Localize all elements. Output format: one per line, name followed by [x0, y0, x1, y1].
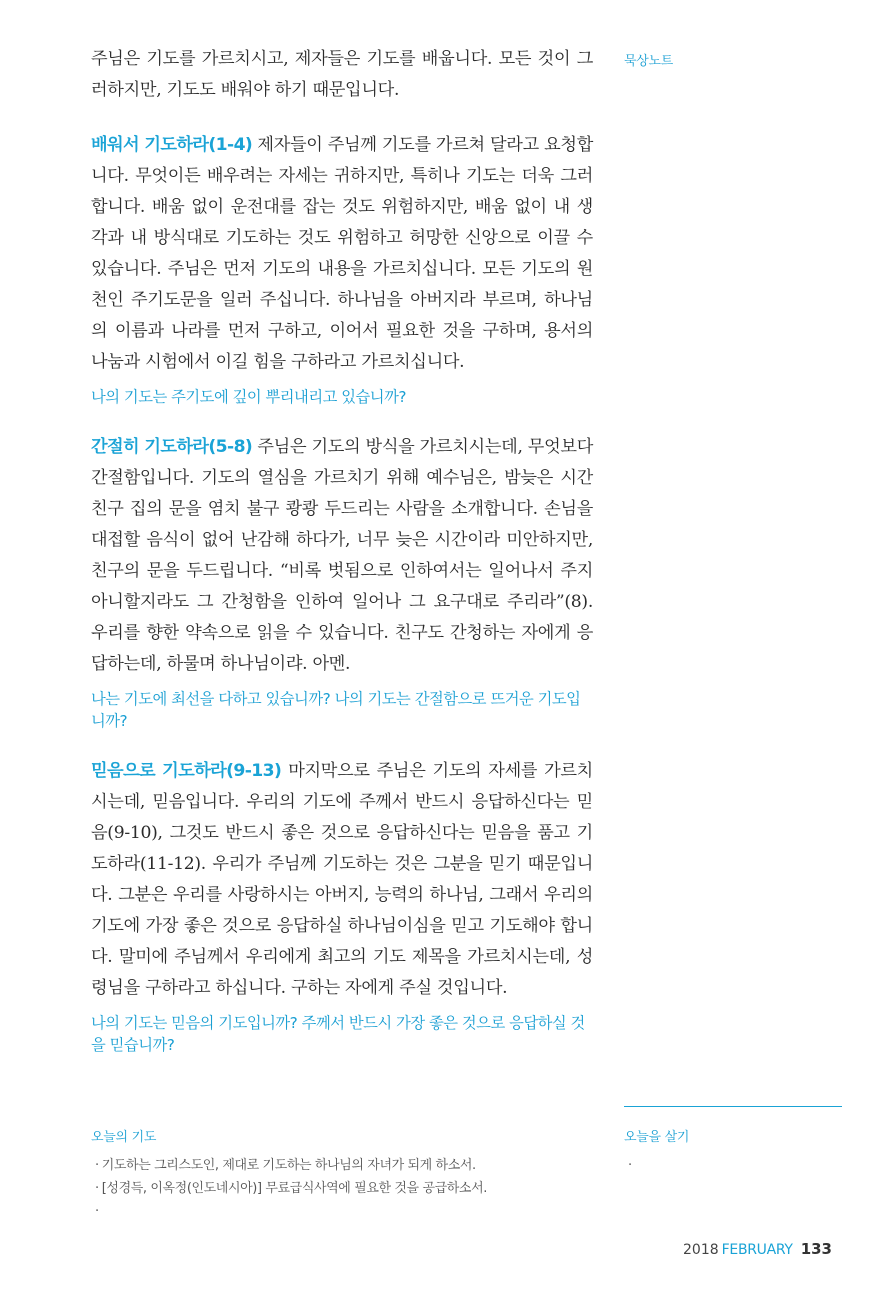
prayer-item: · [성경득, 이옥정(인도네시아)] 무료급식사역에 필요한 것을 공급하소서. — [95, 1177, 591, 1200]
section-1-heading: 배워서 기도하라(1-4) — [91, 135, 253, 155]
footer-month: FEBRUARY — [721, 1242, 793, 1258]
section-3-paragraph — [91, 756, 593, 1004]
section-3-question: 나의 기도는 믿음의 기도입니까? 주께서 반드시 가장 좋은 것으로 응답하실 것을 믿습니까? — [91, 1014, 585, 1054]
living-item — [628, 1154, 842, 1177]
prayer-item: · 기도하는 그리스도인, 제대로 기도하는 하나님의 자녀가 되게 하소서. — [95, 1154, 591, 1177]
page-number: 133 — [800, 1240, 832, 1258]
page-footer — [683, 1240, 832, 1258]
prayer-list — [91, 1154, 591, 1223]
divider-line — [624, 1106, 842, 1107]
section-3-heading: 믿음으로 기도하라(9-13) — [91, 761, 282, 781]
section-2-question: 나는 기도에 최선을 다하고 있습니까? 나의 기도는 간절함으로 뜨거운 기도입니까? — [91, 690, 581, 730]
section-2-paragraph — [91, 432, 593, 680]
main-text — [91, 44, 593, 1056]
living-today — [624, 1126, 842, 1177]
todays-prayer — [91, 1126, 591, 1223]
living-today-title: 오늘을 살기 — [624, 1130, 690, 1145]
section-1-paragraph — [91, 130, 593, 378]
section-3-body: 마지막으로 주님은 기도의 자세를 가르치시는데, 믿음입니다. 우리의 기도에 주께서 반드시 응답하신다는 믿음(9-10), 그것도 반드시 좋은 것으로 응답하신다는 믿음을 품고 기도하라(11-12). 우리가 주님께 기도하는 것은 그분을 믿기 때문입니다. 그분은 우리를 사랑하시는 아버지, 능력의 하나님, 그래서 우리의 기도에 가장 좋은 것으로 응답하실 하나님이심을 믿고 기도해야 합니다. 말미에 주님께서 우리에게 최고의 기도 제목을 가르치시는데, 성령님을 구하라고 하십니다. 구하는 자에게 주실 것입니다. — [91, 761, 593, 998]
section-1-question: 나의 기도는 주기도에 깊이 뿌리내리고 있습니까? — [91, 388, 406, 406]
section-2-body: 주님은 기도의 방식을 가르치시는데, 무엇보다 간절함입니다. 기도의 열심을 가르치기 위해 예수님은, 밤늦은 시간 친구 집의 문을 염치 불구 쾅쾅 두드리는 사람을 소개합니다. 손님을 대접할 음식이 없어 난감해 하다가, 너무 늦은 시간이라 미안하지만, 친구의 문을 두드립니다. “비록 벗됨으로 인하여서는 일어나서 주지 아니할지라도 그 간청함을 인하여 일어나 그 요구대로 주리라”(8). 우리를 향한 약속으로 읽을 수 있습니다. 친구도 간청하는 자에게 응답하는데, 하물며 하나님이랴. 아멘. — [91, 437, 593, 674]
intro-paragraph: 주님은 기도를 가르치시고, 제자들은 기도를 배웁니다. 모든 것이 그러하지만, 기도도 배워야 하기 때문입니다. — [91, 49, 593, 100]
meditation-note-label: 묵상노트 — [624, 54, 674, 69]
section-1-body: 제자들이 주님께 기도를 가르쳐 달라고 요청합니다. 무엇이든 배우려는 자세는 귀하지만, 특히나 기도는 더욱 그러합니다. 배움 없이 운전대를 잡는 것도 위험하지만, 배움 없이 내 생각과 내 방식대로 기도하는 것도 위험하고 허망한 신앙으로 이끌 수 있습니다. 주님은 먼저 기도의 내용을 가르치십니다. 모든 기도의 원천인 주기도문을 일러 주십니다. 하나님을 아버지라 부르며, 하나님의 이름과 나라를 먼저 구하고, 이어서 필요한 것을 구하며, 용서의 나눔과 시험에서 이길 힘을 구하라고 가르치십니다. — [91, 135, 593, 372]
prayer-item — [95, 1200, 591, 1223]
living-list — [624, 1154, 842, 1177]
todays-prayer-title: 오늘의 기도 — [91, 1130, 157, 1145]
footer-year: 2018 — [683, 1242, 719, 1258]
section-2-heading: 간절히 기도하라(5-8) — [91, 437, 253, 457]
